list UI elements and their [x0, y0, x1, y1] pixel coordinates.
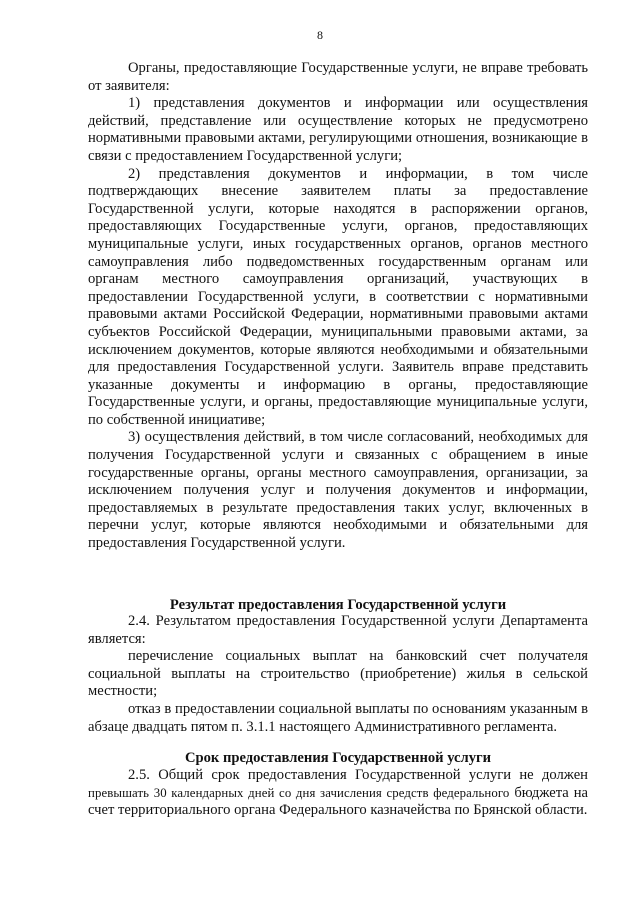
result-paragraph-3: отказ в предоставлении социальной выплаты по основаниям указанным в абзаце двадцать пятом п. 3.1.1 настоящего Административного регламента. [88, 700, 588, 735]
result-section-title: Результат предоставления Государственной услуги [169, 597, 507, 613]
intro-block [88, 60, 588, 553]
term-text-small: превышать 30 календарных дней со дня зачисления средств федерального [88, 785, 510, 800]
term-section-title: Срок предоставления Государственной услуги [184, 750, 492, 766]
result-section-body [88, 613, 588, 736]
list-item-1: 1) представления документов и информации или осуществления действий, представление или осуществление которых не предусмотрено нормативными правовыми актами, регулирующими отношения, возникающие в связи с предоставлением Государственной услуги; [88, 95, 588, 164]
result-paragraph-1: 2.4. Результатом предоставления Государственной услуги Департамента является: [88, 613, 588, 647]
page-number: 8 [317, 28, 323, 42]
intro-paragraph: Органы, предоставляющие Государственные услуги, не вправе требовать от заявителя: [88, 60, 588, 94]
result-paragraph-2: перечисление социальных выплат на банковский счет получателя социальной выплаты на строительство (приобретение) жилья в сельской местности; [88, 648, 588, 700]
term-paragraph [88, 767, 588, 820]
term-section-body [88, 767, 588, 820]
term-text-end: бюджета на счет территориального органа Федерального казначейства по Брянской области. [88, 784, 588, 819]
list-item-2: 2) представления документов и информации, в том числе подтверждающих внесение заявителем платы за предоставление Государственной услуги, которые находятся в распоряжении органов, предоставляющих Государственные услуги, органов, предоставляющих муниципальные услуги, иных государственных органов, органов местного самоуправления либо подведомственных государственным органам или органам местного самоуправления организаций, участвующих в предоставлении Государственной услуги, в соответствии с нормативными правовыми актами Российской Федерации, нормативными правовыми актами субъектов Российской Федерации, муниципальными правовыми актами, за исключением документов, которые являются необходимыми и обязательными для предоставления Государственной услуги. Заявитель вправе представить указанные документы и информацию в органы, предоставляющие Государственные услуги, и органы, предоставляющие муниципальные услуги, по собственной инициативе; [88, 165, 588, 428]
list-item-3: 3) осуществления действий, в том числе согласований, необходимых для получения Государственной услуги и связанных с обращением в иные государственные органы, органы местного самоуправления, организации, за исключением получения услуг и получения документов и информации, предоставляемых в результате предоставления таких услуг, включенных в перечни услуг, которые являются необходимыми и обязательными для предоставления Государственной услуги. [88, 429, 588, 552]
term-text-main: 2.5. Общий срок предоставления Государственной услуги не должен [128, 767, 588, 783]
